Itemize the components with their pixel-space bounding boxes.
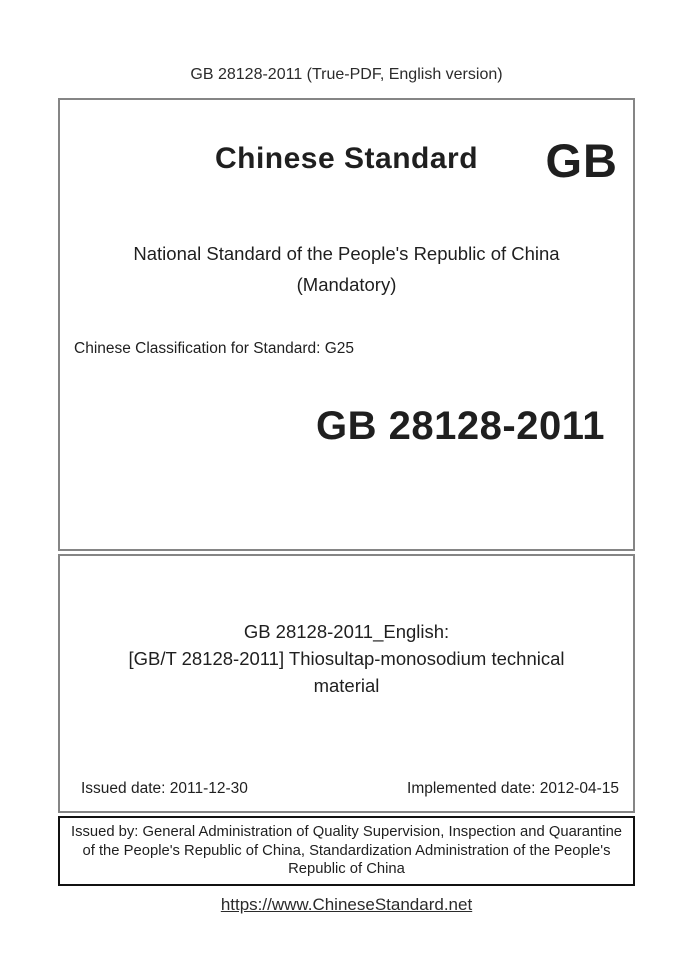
footer bbox=[0, 895, 693, 915]
brand-title: Chinese Standard bbox=[214, 142, 479, 175]
national-standard-line: National Standard of the People's Republic of China bbox=[133, 243, 560, 264]
issued-date: Issued date: 2011-12-30 bbox=[81, 780, 248, 797]
brand-row bbox=[60, 134, 633, 187]
gb-logo: GB bbox=[545, 134, 618, 187]
page-header-title: GB 28128-2011 (True-PDF, English version) bbox=[190, 66, 503, 83]
dates-row bbox=[60, 780, 633, 798]
implemented-date: Implemented date: 2012-04-15 bbox=[407, 780, 619, 797]
standard-subtitle bbox=[60, 238, 633, 300]
english-title-text: [GB/T 28128-2011] Thiosultap-monosodium technical material bbox=[128, 648, 565, 696]
english-title-block bbox=[60, 618, 633, 699]
mandatory-line: (Mandatory) bbox=[296, 274, 397, 295]
standard-number: GB 28128-2011 bbox=[316, 404, 605, 448]
issuer-box: Issued by: General Administration of Quality Supervision, Inspection and Quarantine of the People's Republic of China, Standardization Administration of the People's Republic of China bbox=[58, 816, 635, 886]
footer-link[interactable]: https://www.ChineseStandard.net bbox=[220, 894, 473, 914]
title-box bbox=[58, 554, 635, 813]
cover-main-box bbox=[58, 98, 635, 551]
classification-line: Chinese Classification for Standard: G25 bbox=[74, 340, 355, 357]
english-title-label: GB 28128-2011_English: bbox=[243, 621, 450, 642]
